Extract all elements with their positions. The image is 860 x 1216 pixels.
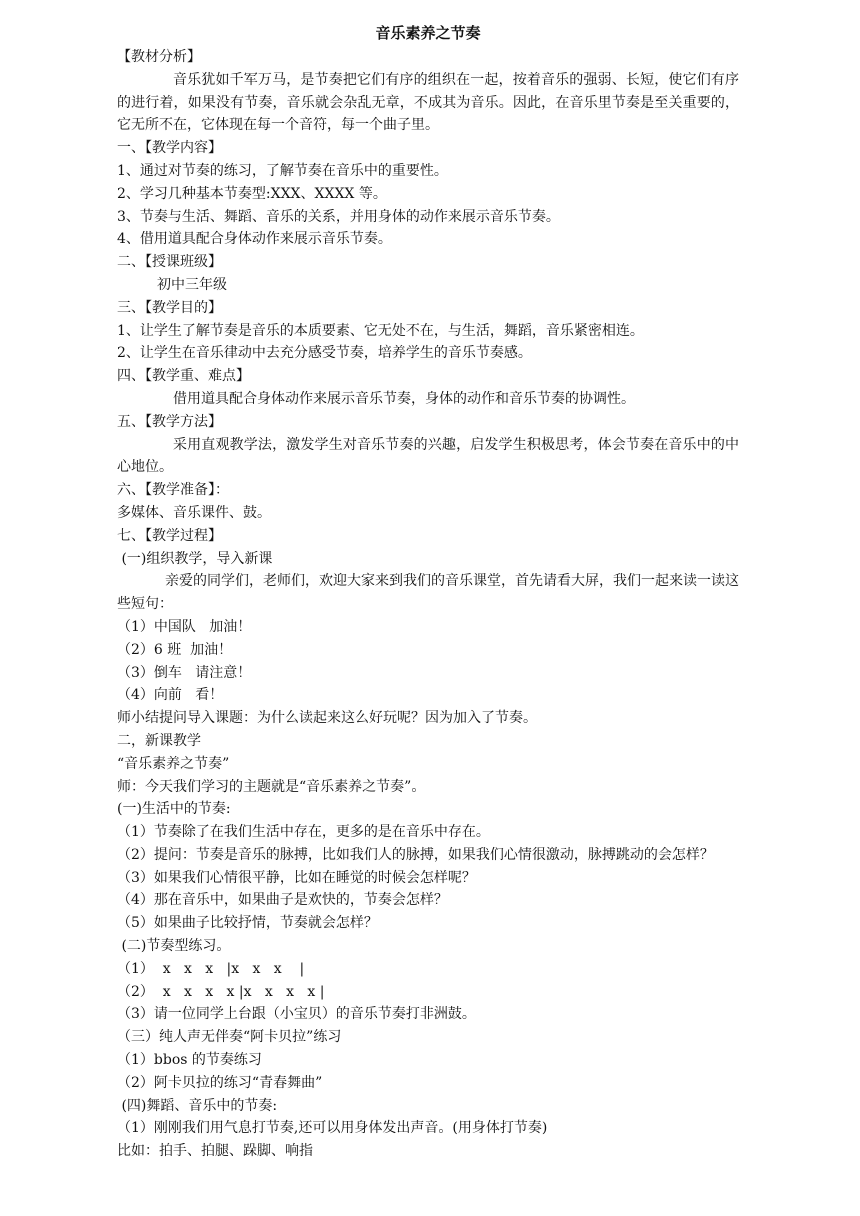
dance-item: （1）刚刚我们用气息打节奏,还可以用身体发出声音。(用身体打节奏) <box>117 1120 548 1137</box>
dance-item: 比如：拍手、拍腿、跺脚、响指 <box>117 1143 313 1160</box>
prep-text: 多媒体、音乐课件、鼓。 <box>117 504 271 521</box>
acappella-item: （1）bbos 的节奏练习 <box>117 1052 262 1069</box>
phrase-item: （2）6 班 加油！ <box>117 641 233 658</box>
lesson-quote: “音乐素养之节奏” <box>117 755 230 772</box>
section-heading-class: 二、【授课班级】 <box>117 254 222 271</box>
rhythm-item: （3）请一位同学上台跟（小宝贝）的音乐节奏打非洲鼓。 <box>117 1006 476 1023</box>
section-heading-process: 七、【教学过程】 <box>117 527 222 544</box>
teacher-summary: 师小结提问导入课题：为什么读起来这么好玩呢？因为加入了节奏。 <box>117 710 537 727</box>
content-item: 4、借用道具配合身体动作来展示音乐节奏。 <box>117 231 392 248</box>
acappella-item: （2）阿卡贝拉的练习“青春舞曲” <box>117 1074 323 1091</box>
life-item: （1）节奏除了在我们生活中存在，更多的是在音乐中存在。 <box>117 824 490 841</box>
content-item: 2、学习几种基本节奏型:XXX、XXXX 等。 <box>117 185 387 202</box>
phrase-item: （4）向前 看！ <box>117 687 224 704</box>
rhythm-pattern: （1） x x x |x x x | <box>117 960 305 977</box>
content-item: 3、节奏与生活、舞蹈、音乐的关系，并用身体的动作来展示音乐节奏。 <box>117 208 560 225</box>
rhythm-pattern: （2） x x x x |x x x x | <box>117 983 325 1000</box>
section-heading-goals: 三、【教学目的】 <box>117 299 222 316</box>
life-item: （3）如果我们心情很平静，比如在睡觉的时候会怎样呢？ <box>117 869 476 886</box>
content-item: 1、通过对节奏的练习，了解节奏在音乐中的重要性。 <box>117 162 448 179</box>
grade-text: 初中三年级 <box>157 276 227 293</box>
section-heading-content: 一、【教学内容】 <box>117 140 222 157</box>
intro-paragraph: 亲爱的同学们，老师们，欢迎大家来到我们的音乐课堂，首先请看大屏，我们一起来读一读这些短句： <box>117 573 739 613</box>
section-heading-prep: 六、【教学准备】： <box>117 482 229 499</box>
subsection-heading-dance: (四)舞蹈、音乐中的节奏: <box>117 1097 278 1114</box>
subsection-heading-acappella: （三）纯人声无伴奏“阿卡贝拉”练习 <box>117 1029 342 1046</box>
teacher-line: 师：今天我们学习的主题就是“音乐素养之节奏”。 <box>117 778 426 795</box>
life-item: （5）如果曲子比较抒情，节奏就会怎样？ <box>117 915 378 932</box>
analysis-paragraph: 音乐犹如千军万马，是节奏把它们有序的组织在一起，按着音乐的强弱、长短，使它们有序的进行着，如果没有节奏，音乐就会杂乱无章，不成其为音乐。因此，在音乐里节奏是至关重要的，它无所不在，它体现在每一个音符，每一个曲子里。 <box>117 71 739 134</box>
life-item: （4）那在音乐中，如果曲子是欢快的，节奏会怎样？ <box>117 892 448 909</box>
goal-item: 1、让学生了解节奏是音乐的本质要素、它无处不在，与生活，舞蹈，音乐紧密相连。 <box>117 322 644 339</box>
subsection-heading-rhythm: (二)节奏型练习。 <box>117 938 231 955</box>
phrase-item: （1）中国队 加油！ <box>117 618 252 635</box>
method-paragraph: 采用直观教学法，激发学生对音乐节奏的兴趣，启发学生积极思考，体会节奏在音乐中的中心地位。 <box>117 436 739 476</box>
phrase-item: （3）倒车 请注意！ <box>117 664 252 681</box>
keypoints-text: 借用道具配合身体动作来展示音乐节奏，身体的动作和音乐节奏的协调性。 <box>173 390 635 407</box>
section-heading-method: 五、【教学方法】 <box>117 413 222 430</box>
subsection-heading-life: (一)生活中的节奏: <box>117 801 231 818</box>
document-page <box>117 22 739 1163</box>
goal-item: 2、让学生在音乐律动中去充分感受节奏，培养学生的音乐节奏感。 <box>117 345 532 362</box>
process-step-heading: (一)组织教学，导入新课 <box>117 550 273 567</box>
section-heading-analysis: 【教材分析】 <box>117 49 201 65</box>
page-title: 音乐素养之节奏 <box>375 24 481 42</box>
life-item: （2）提问：节奏是音乐的脉搏，比如我们人的脉搏，如果我们心情很激动，脉搏跳动的会怎样？ <box>117 846 714 863</box>
process-step-heading: 二，新课教学 <box>117 732 201 749</box>
section-heading-keypoints: 四、【教学重、难点】 <box>117 368 250 385</box>
